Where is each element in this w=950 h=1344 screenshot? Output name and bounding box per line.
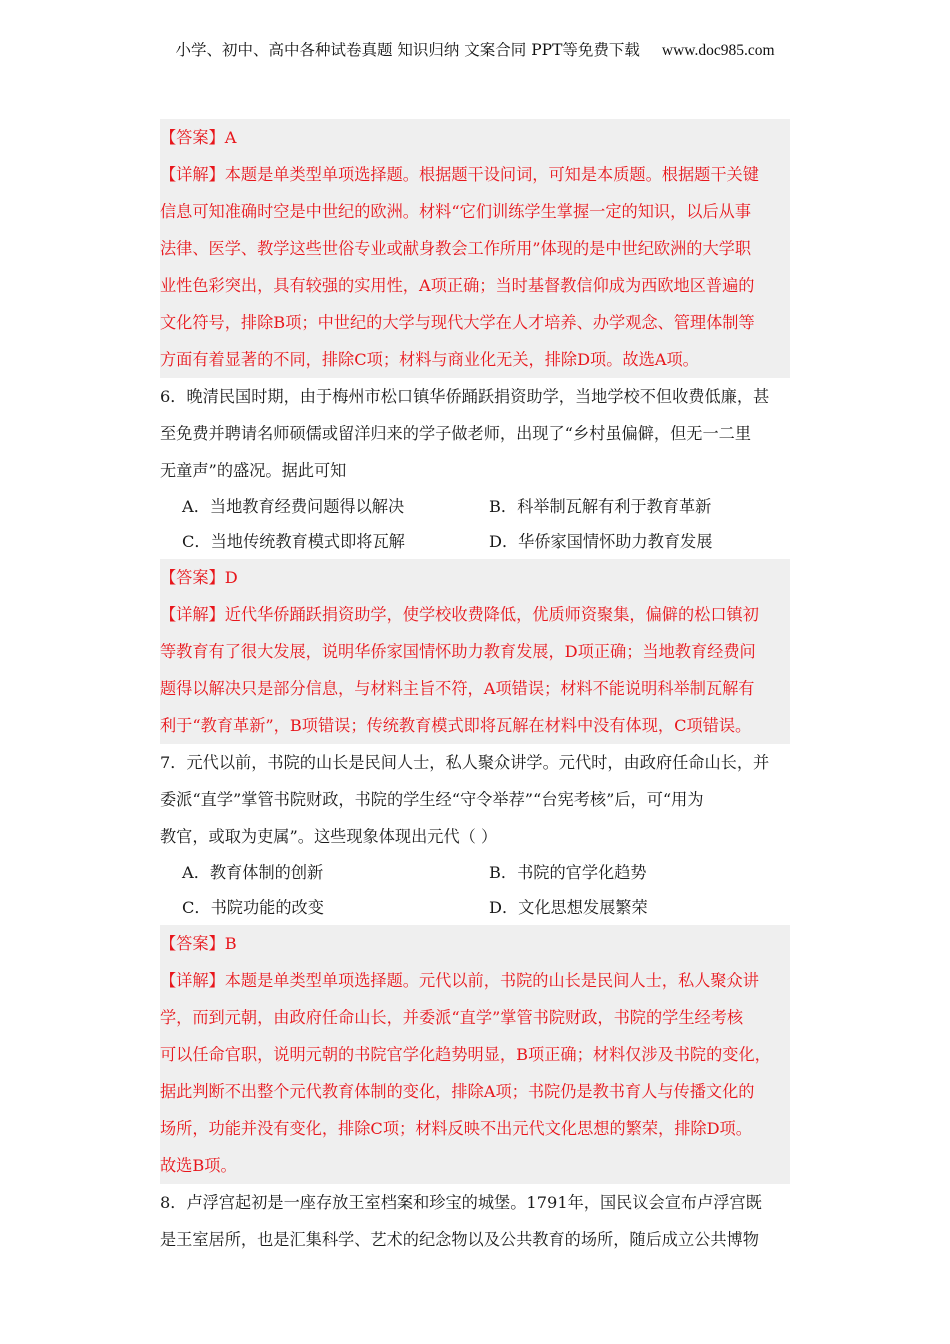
question-7: [160, 744, 790, 855]
question-6: [160, 378, 790, 489]
page-header: [0, 38, 950, 60]
question-line: 是王室居所，也是汇集科学、艺术的纪念物以及公共教育的场所，随后成立公共博物: [160, 1230, 759, 1249]
explanation-line: 【详解】本题是单类型单项选择题。根据题干设问词，可知是本质题。根据题干关键: [160, 165, 759, 184]
question-line: 教官，或取为吏属”。这些现象体现出元代（ ）: [160, 827, 498, 846]
option-d: D．文化思想发展繁荣: [489, 898, 648, 917]
explanation-line: 信息可知准确时空是中世纪的欧洲。材料“它们训练学生掌握一定的知识，以后从事: [160, 202, 752, 221]
option-a: A．当地教育经费问题得以解决: [182, 497, 405, 516]
option-c: C．当地传统教育模式即将瓦解: [182, 532, 405, 551]
option-b: B．书院的官学化趋势: [489, 863, 647, 882]
explanation-line: 题得以解决只是部分信息，与材料主旨不符，A项错误；材料不能说明科举制瓦解有: [160, 679, 755, 698]
question-6-options: [160, 489, 790, 559]
option-a: A．教育体制的创新: [182, 863, 324, 882]
document-body: [160, 119, 790, 1258]
explanation-line: 学，而到元朝，由政府任命山长，并委派“直学”掌管书院财政，书院的学生经考核: [160, 1008, 744, 1027]
option-c: C．书院功能的改变: [182, 898, 324, 917]
question-line: 6．晚清民国时期，由于梅州市松口镇华侨踊跃捐资助学，当地学校不但收费低廉，甚: [160, 387, 770, 406]
option-d: D．华侨家国情怀助力教育发展: [489, 532, 713, 551]
explanation-line: 故选B项。: [160, 1156, 237, 1175]
answer-label: 【答案】B: [160, 934, 237, 953]
explanation-line: 法律、医学、教学这些世俗专业或献身教会工作所用”体现的是中世纪欧洲的大学职: [160, 239, 752, 258]
explanation-line: 可以任命官职，说明元朝的书院官学化趋势明显，B项正确；材料仅涉及书院的变化，: [160, 1045, 771, 1064]
question-line: 7．元代以前，书院的山长是民间人士，私人聚众讲学。元代时，由政府任命山长，并: [160, 753, 770, 772]
question-line: 无童声”的盛况。据此可知: [160, 461, 347, 480]
explanation-line: 方面有着显著的不同，排除C项；材料与商业化无关，排除D项。故选A项。: [160, 350, 699, 369]
explanation-line: 【详解】近代华侨踊跃捐资助学，使学校收费降低，优质师资聚集，偏僻的松口镇初: [160, 605, 759, 624]
answer-label: 【答案】A: [160, 128, 237, 147]
option-b: B．科举制瓦解有利于教育革新: [489, 497, 712, 516]
answer-block-7: [160, 925, 790, 1184]
header-site: www.doc985.com: [661, 42, 775, 59]
explanation-line: 文化符号，排除B项；中世纪的大学与现代大学在人才培养、办学观念、管理体制等: [160, 313, 755, 332]
question-line: 8．卢浮宫起初是一座存放王室档案和珍宝的城堡。1791年，国民议会宣布卢浮宫既: [160, 1193, 762, 1212]
question-line: 至免费并聘请名师硕儒或留洋归来的学子做老师，出现了“乡村虽偏僻，但无一二里: [160, 424, 752, 443]
explanation-line: 业性色彩突出，具有较强的实用性，A项正确；当时基督教信仰成为西欧地区普遍的: [160, 276, 755, 295]
question-7-options: [160, 855, 790, 925]
answer-label: 【答案】D: [160, 568, 238, 587]
explanation-line: 等教育有了很大发展，说明华侨家国情怀助力教育发展，D项正确；当地教育经费问: [160, 642, 756, 661]
header-text: 小学、初中、高中各种试卷真题 知识归纳 文案合同 PPT等免费下载: [175, 41, 640, 59]
explanation-line: 利于“教育革新”，B项错误；传统教育模式即将瓦解在材料中没有体现，C项错误。: [160, 716, 752, 735]
explanation-line: 据此判断不出整个元代教育体制的变化，排除A项；书院仍是教书育人与传播文化的: [160, 1082, 755, 1101]
question-line: 委派“直学”掌管书院财政，书院的学生经“守令举荐”“台宪考核”后，可“用为: [160, 790, 704, 809]
question-8: [160, 1184, 790, 1258]
explanation-line: 场所，功能并没有变化，排除C项；材料反映不出元代文化思想的繁荣，排除D项。: [160, 1119, 752, 1138]
answer-block-5: [160, 119, 790, 378]
answer-block-6: [160, 559, 790, 744]
explanation-line: 【详解】本题是单类型单项选择题。元代以前，书院的山长是民间人士，私人聚众讲: [160, 971, 759, 990]
